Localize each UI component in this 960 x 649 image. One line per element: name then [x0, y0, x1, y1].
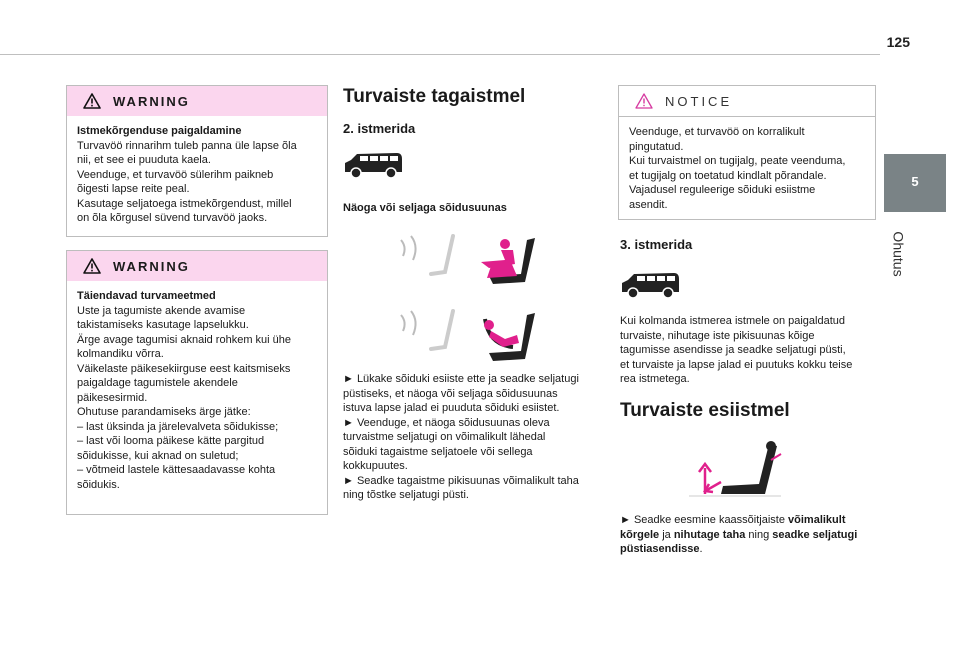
warning-heading: Täiendavad turvameetmed	[77, 290, 216, 302]
front-instructions: ► Seadke eesmine kaassõitjaiste võimalikult kõrgele ja nihutage taha ning seadke seljatugi püstiasendisse.	[620, 514, 858, 555]
warning-body: Täiendavad turvameetmed Uste ja tagumiste akende avamise takistamiseks kasutage lapselukku. Ärge avage tagumisi aknaid rohkem kui ühe kolmandiku võrra. Väikelaste päikesekiirguse eest kaitsmiseks paigaldage tagumistele akendele päikesesirmid. Ohutuse parandamiseks ärge jätke: – last üksinda ja järelevalveta sõidukisse; – last või looma päikese kätte pargitud sõidukisse, kui aknad on suletud; – võtmeid lastele kättesaadavasse kohta sõidukis.	[77, 290, 292, 491]
warning-icon	[83, 93, 101, 109]
notice-header	[619, 86, 875, 117]
warning-icon	[83, 258, 101, 274]
warning-heading: Istmekõrgenduse paigaldamine	[77, 125, 242, 137]
row3-heading: 3. istmerida	[620, 237, 693, 252]
warning-body: Istmekõrgenduse paigaldamine Turvavöö rinnarihm tuleb panna üle lapse õla nii, et see ei puuduta kaela. Veenduge, et turvavöö sülerihm paikneb õigesti lapse reite peal. Kasutage seljatoega istmekõrgendust, millel on õla kõrgusel süvend turvavöö jaoks.	[77, 125, 297, 224]
rear-facing-seat-icon	[393, 305, 543, 367]
front-seat-title: Turvaiste esiistmel	[620, 400, 790, 421]
warning-header	[67, 86, 327, 116]
warning-title: WARNING	[113, 258, 190, 274]
front-seat-adjust-icon	[685, 440, 785, 500]
notice-title: NOTICE	[665, 93, 733, 109]
rear-instructions: ► Lükake sõiduki esiiste ette ja seadke seljatugi püstiseks, et näoga või seljaga sõidusuunas istuva lapse jalad ei puuduta sõiduki esiistet. ► Veenduge, et näoga sõidusuunas oleva turvaistme seljatugi on võimalikult lähedal sõiduki tagaistme seljatoele või sellega kokkupuutes. ► Seadke tagaistme pikisuunas võimalikult taha ning tõstke seljatugi püsti.	[343, 373, 579, 501]
header-divider	[0, 54, 880, 55]
warning-header	[67, 251, 327, 281]
warning-icon	[635, 93, 653, 109]
chapter-tab[interactable]	[884, 154, 946, 212]
row2-heading: 2. istmerida	[343, 121, 416, 136]
page-number: 125	[886, 34, 910, 50]
van-icon	[343, 150, 405, 180]
notice-box	[618, 85, 876, 220]
chapter-tab-number: 5	[911, 174, 919, 189]
notice-body: Veenduge, et turvavöö on korralikult pingutatud. Kui turvaistmel on tugijalg, peate veenduma, et tugijalg on toetatud kindlalt põrandale. Vajadusel reguleerige sõiduki esiistme asendit.	[629, 126, 846, 211]
rear-seat-title: Turvaiste tagaistmel	[343, 86, 526, 107]
van-icon	[620, 270, 682, 300]
chapter-label: Ohutus	[890, 231, 907, 277]
warning-box-2	[66, 250, 328, 515]
warning-box-1	[66, 85, 328, 237]
warning-title: WARNING	[113, 93, 190, 109]
row3-instructions: Kui kolmanda istmerea istmele on paigaldatud turvaiste, nihutage iste pikisuunas kõige tagumisse asendisse ja seadke seljatugi püsti, et turvaiste ja lapse jalad ei puutuks kokku teise rea istmetega.	[620, 315, 853, 385]
forward-facing-seat-icon	[393, 232, 543, 292]
direction-label: Näoga või seljaga sõidusuunas	[343, 202, 507, 214]
